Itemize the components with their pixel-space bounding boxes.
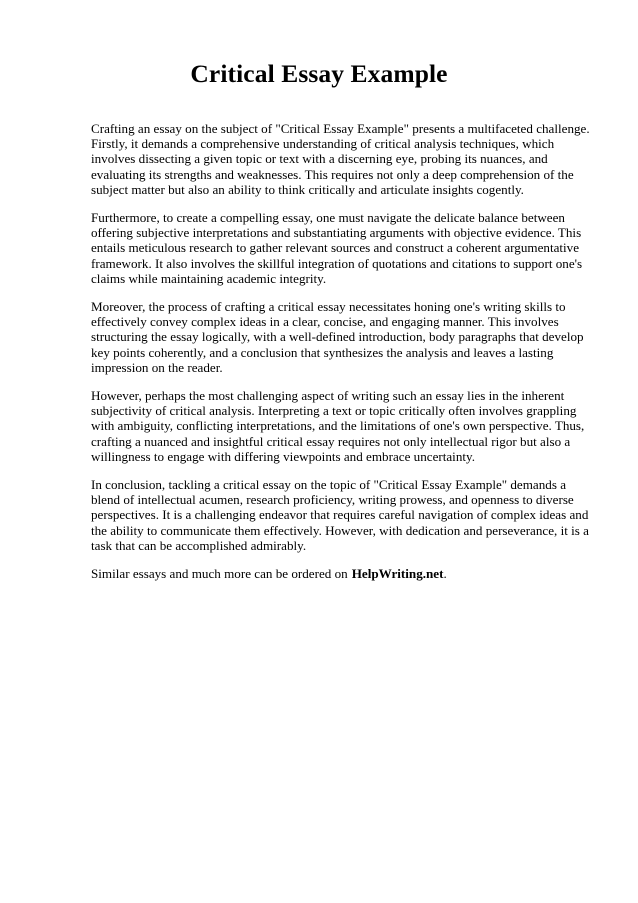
paragraph-3: Moreover, the process of crafting a critical essay necessitates honing one's writing skills to effectively convey complex ideas in a clear, concise, and engaging manner. This involves structuring the essay logically, with a well-defined introduction, body paragraphs that develop key points coherently, and a conclusion that synthesizes the analysis and leaves a lasting impression on the reader.: [91, 299, 584, 375]
footer-suffix: .: [443, 566, 447, 582]
paragraph-4: However, perhaps the most challenging aspect of writing such an essay lies in the inherent subjectivity of critical analysis. Interpreting a text or topic critically often involves grappling with ambiguity, conflicting interpretations, and the limitations of one's own perspective. Thus, crafting a nuanced and insightful critical essay requires not only intellectual rigor but also a willingness to engage with differing viewpoints and embrace uncertainty.: [91, 388, 585, 464]
footer-prefix: Similar essays and much more can be ordered on: [91, 566, 348, 582]
paragraph-1: Crafting an essay on the subject of "Critical Essay Example" presents a multifaceted challenge. Firstly, it demands a comprehensive understanding of critical analysis techniques, which involves dissecting a given topic or text with a discerning eye, probing its nuances, and evaluating its strengths and weaknesses. This requires not only a deep comprehension of the subject matter but also an ability to think critically and articulate insights cogently.: [91, 121, 590, 197]
footer-note: [91, 566, 594, 581]
page-title: Critical Essay Example: [190, 59, 448, 88]
paragraph-2: Furthermore, to create a compelling essay, one must navigate the delicate balance between offering subjective interpretations and substantiating arguments with objective evidence. This entails meticulous research to gather relevant sources and construct a coherent argumentative framework. It also involves the skillful integration of quotations and citations to support one's claims while maintaining academic integrity.: [91, 210, 583, 286]
brand-link[interactable]: HelpWriting.net: [351, 566, 444, 582]
paragraph-5: In conclusion, tackling a critical essay on the topic of "Critical Essay Example" demands a blend of intellectual acumen, research proficiency, writing prowess, and openness to diverse perspectives. It is a challenging endeavor that requires careful navigation of complex ideas and the ability to communicate them effectively. However, with dedication and perseverance, it is a task that can be accomplished admirably.: [91, 477, 589, 553]
